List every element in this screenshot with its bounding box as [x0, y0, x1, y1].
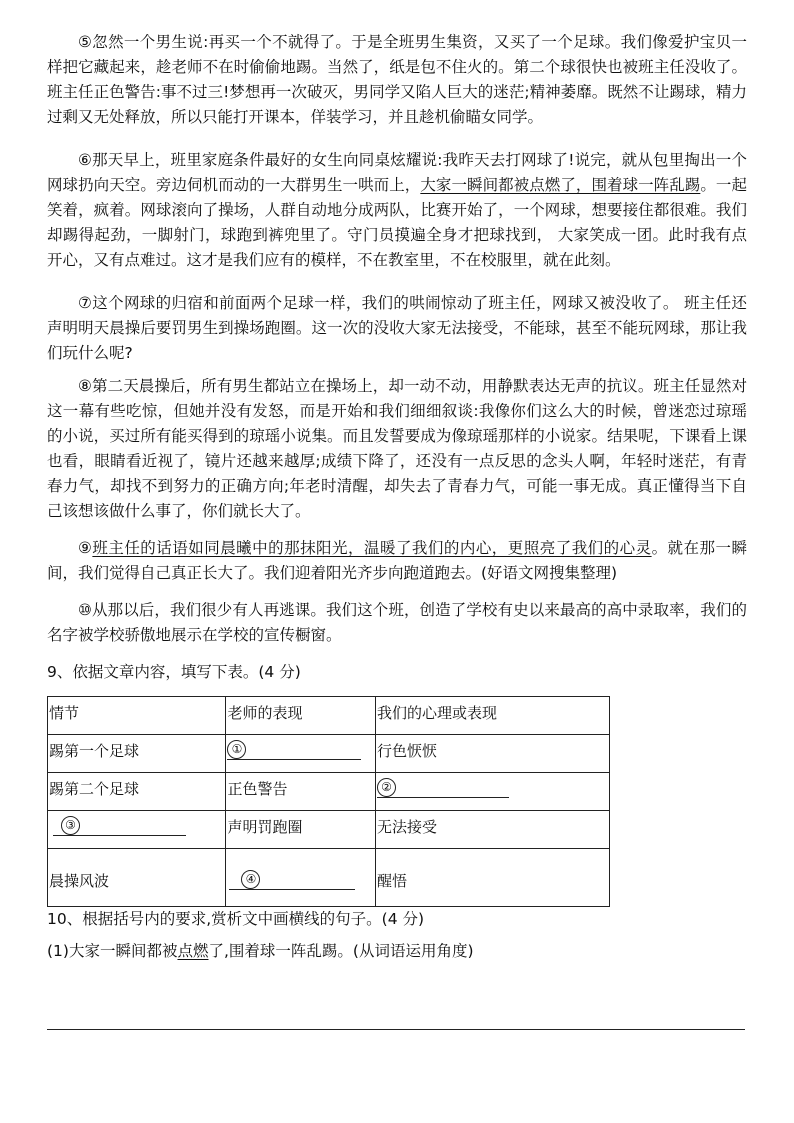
paragraph-6-text-b: 。一起笑着，疯着。网球滚向了操场，人群自动地分成两队，比赛开始了，一个网球，想要接住都很难。我们却踢得起劲，一脚射门，球跑到裤兜里了。守门员摸遍全身才把球找到， 大家笑成一团。此时我有点开心，又有点难过。这才是我们应有的模样，不在教室里，不在校服里，就在此刻。: [47, 176, 747, 269]
cell-teacher: 声明罚跑圈: [226, 811, 376, 849]
question-9-prompt: 9、依据文章内容，填写下表。(4 分): [47, 663, 301, 681]
blank-marker: ③: [61, 816, 80, 835]
blank-marker: ④: [241, 870, 260, 889]
sub-1-text-a: (1)大家一瞬间都被: [47, 942, 178, 960]
document-page: [47, 30, 747, 963]
paragraph-6: [47, 148, 747, 273]
cell-us: 无法接受: [375, 811, 609, 849]
table-row: [48, 773, 610, 811]
cell-us: 行色恹恹: [375, 735, 609, 773]
paragraph-10: ⑩从那以后，我们很少有人再逃课。我们这个班，创造了学校有史以来最高的高中录取率，我们的名字被学校骄傲地展示在学校的宣传橱窗。: [47, 601, 747, 644]
blank-marker: ②: [377, 778, 396, 797]
cell-teacher: 正色警告: [226, 773, 376, 811]
table-row: [48, 849, 610, 907]
table-header-row: [48, 697, 610, 735]
header-plot: 情节: [48, 697, 226, 735]
underlined-sentence-1: 大家一瞬间都被点燃了，围着球一阵乱踢: [420, 176, 701, 194]
paragraph-7: ⑦这个网球的归宿和前面两个足球一样，我们的哄闹惊动了班主任，网球又被没收了。 班主任还声明明天晨操后要罚男生到操场跑圈。这一次的没收大家无法接受，不能球，甚至不能玩网球，那让我们玩什么呢?: [47, 294, 747, 362]
cell-plot: 踢第一个足球: [48, 735, 226, 773]
dotted-word: 点燃: [177, 942, 209, 960]
table-row: [48, 811, 610, 849]
sub-1-text-b: 了,围着球一阵乱踢。(从词语运用角度): [208, 942, 474, 960]
blank-marker: ①: [227, 740, 246, 759]
question-10-sub-1: [47, 939, 747, 963]
cell-plot: 晨操风波: [48, 849, 226, 907]
paragraph-8: ⑧第二天晨操后，所有男生都站立在操场上，却一动不动，用静默表达无声的抗议。班主任显然对这一幕有些吃惊，但她并没有发怒，而是开始和我们细细叙谈:我像你们这么大的时候，曾迷恋过琼瑶的小说，买过所有能买得到的琼瑶小说集。而且发誓要成为像琼瑶那样的小说家。结果呢，下课看上课也看，眼睛看近视了，镜片还越来越厚;成绩下降了，还没有一点反思的念头人啊，年轻时迷茫，有青春力气，却找不到努力的正确方向;年老时清醒，却失去了青春力气，可能一事无成。真正懂得当下自己该想该做什么事了，你们就长大了。: [47, 377, 747, 520]
paragraph-9-number: ⑨: [78, 539, 93, 557]
cell-plot: 踢第二个足球: [48, 773, 226, 811]
underlined-sentence-2: 班主任的话语如同晨曦中的那抹阳光，温暖了我们的内心，更照亮了我们的心灵: [92, 539, 652, 557]
cell-us: 醒悟: [375, 849, 609, 907]
answer-table: [47, 696, 610, 907]
cell-teacher-blank[interactable]: [226, 735, 376, 773]
cell-us-blank[interactable]: [375, 773, 609, 811]
cell-teacher-blank[interactable]: [226, 849, 376, 907]
answer-line[interactable]: [47, 1029, 745, 1030]
paragraph-9-text-b: 。就在那一瞬间，我们觉得自己真正长大了。我们迎着阳光齐步向跑道跑去。(好语文网搜集整理): [47, 539, 747, 582]
header-teacher: 老师的表现: [226, 697, 376, 735]
paragraph-6-text-a: ⑥那天早上，班里家庭条件最好的女生向同桌炫耀说:我昨天去打网球了!说完，就从包里掏出一个网球扔向天空。旁边伺机而动的一大群男生一哄而上，: [47, 151, 747, 194]
paragraph-5: ⑤忽然一个男生说:再买一个不就得了。于是全班男生集资，又买了一个足球。我们像爱护宝贝一样把它藏起来，趁老师不在时偷偷地踢。当然了，纸是包不住火的。第二个球很快也被班主任没收了。班主任正色警告:事不过三!梦想再一次破灭，男同学又陷人巨大的迷茫;精神萎靡。既然不让踢球，精力过剩又无处释放，所以只能打开课本，佯装学习，并且趁机偷瞄女同学。: [47, 33, 747, 126]
header-us: 我们的心理或表现: [375, 697, 609, 735]
table-row: [48, 735, 610, 773]
question-10-prompt: 10、根据括号内的要求,赏析文中画横线的句子。(4 分): [47, 910, 425, 928]
cell-plot-blank[interactable]: [48, 811, 226, 849]
paragraph-9: [47, 536, 747, 586]
